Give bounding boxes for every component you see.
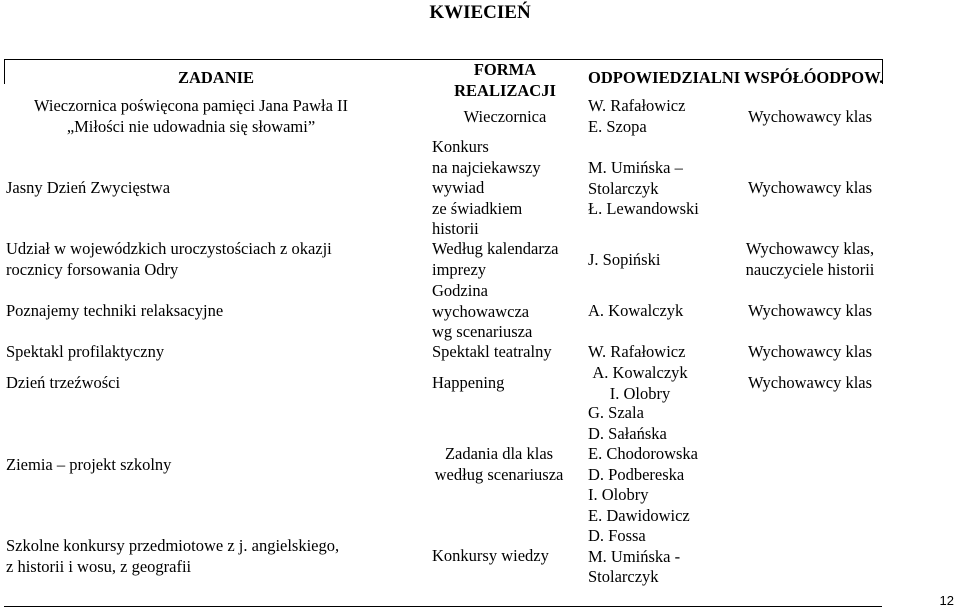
row3-odpowiedzialni: J. Sopiński: [588, 250, 661, 269]
row4-forma: Godzina wychowawcza wg scenariusza: [432, 281, 533, 341]
row3-forma: Według kalendarza imprezy: [432, 239, 559, 279]
row1-zadanie: Wieczornica poświęcona pamięci Jana Pawła II „Miłości nie udowadnia się słowami”: [33, 96, 349, 136]
row7-zadanie: Ziemia – projekt szkolny: [6, 455, 172, 474]
row1-odpowiedzialni: W. Rafałowicz E. Szopa: [588, 96, 686, 136]
row6-odpowiedzialni: A. Kowalczyk I. Olobry: [592, 363, 688, 403]
row2-wspolodpow: Wychowawcy klas: [747, 178, 873, 197]
header-odpowiedzialni: ODPOWIEDZIALNI: [588, 68, 741, 87]
row1-forma: Wieczornica: [463, 107, 547, 126]
table-bottom-border: [4, 606, 882, 607]
row7-odpowiedzialni: G. Szala D. Sałańska E. Chodorowska D. Podbereska I. Olobry E. Dawidowicz: [588, 403, 698, 525]
row8-odpowiedzialni: D. Fossa M. Umińska - Stolarczyk: [588, 526, 681, 586]
row4-odpowiedzialni: A. Kowalczyk: [588, 301, 684, 320]
row2-zadanie: Jasny Dzień Zwycięstwa: [6, 178, 171, 197]
row2-odpowiedzialni: M. Umińska – Stolarczyk Ł. Lewandowski: [588, 158, 699, 218]
row3-wspolodpow: Wychowawcy klas, nauczyciele historii: [745, 239, 875, 279]
row1-wspolodpow: Wychowawcy klas: [747, 107, 873, 126]
row6-forma: Happening: [432, 373, 505, 392]
row3-zadanie: Udział w wojewódzkich uroczystościach z okazji rocznicy forsowania Odry: [6, 239, 332, 279]
table-left-border: [4, 59, 5, 84]
row2-forma: Konkurs na najciekawszy wywiad ze świadkiem historii: [432, 137, 541, 238]
row4-zadanie: Poznajemy techniki relaksacyjne: [6, 301, 224, 320]
header-wspolodpow: WSPÓŁÓODPOW.: [744, 68, 884, 87]
row5-odpowiedzialni: W. Rafałowicz: [588, 342, 686, 361]
row6-zadanie: Dzień trzeźwości: [6, 373, 121, 392]
header-zadanie: ZADANIE: [177, 68, 255, 87]
page-number: 12: [939, 593, 954, 608]
row8-forma: Konkursy wiedzy: [432, 546, 549, 565]
page-title: KWIECIEŃ: [429, 2, 531, 23]
row5-wspolodpow: Wychowawcy klas: [747, 342, 873, 361]
row4-wspolodpow: Wychowawcy klas: [747, 301, 873, 320]
row5-zadanie: Spektakl profilaktyczny: [6, 342, 165, 361]
row6-wspolodpow: Wychowawcy klas: [747, 373, 873, 392]
row5-forma: Spektakl teatralny: [432, 342, 552, 361]
header-forma: FORMA REALIZACJI: [454, 60, 556, 100]
row8-zadanie: Szkolne konkursy przedmiotowe z j. angielskiego, z historii i wosu, z geografii: [6, 536, 340, 576]
row7-forma: Zadania dla klas według scenariusza: [434, 444, 564, 484]
